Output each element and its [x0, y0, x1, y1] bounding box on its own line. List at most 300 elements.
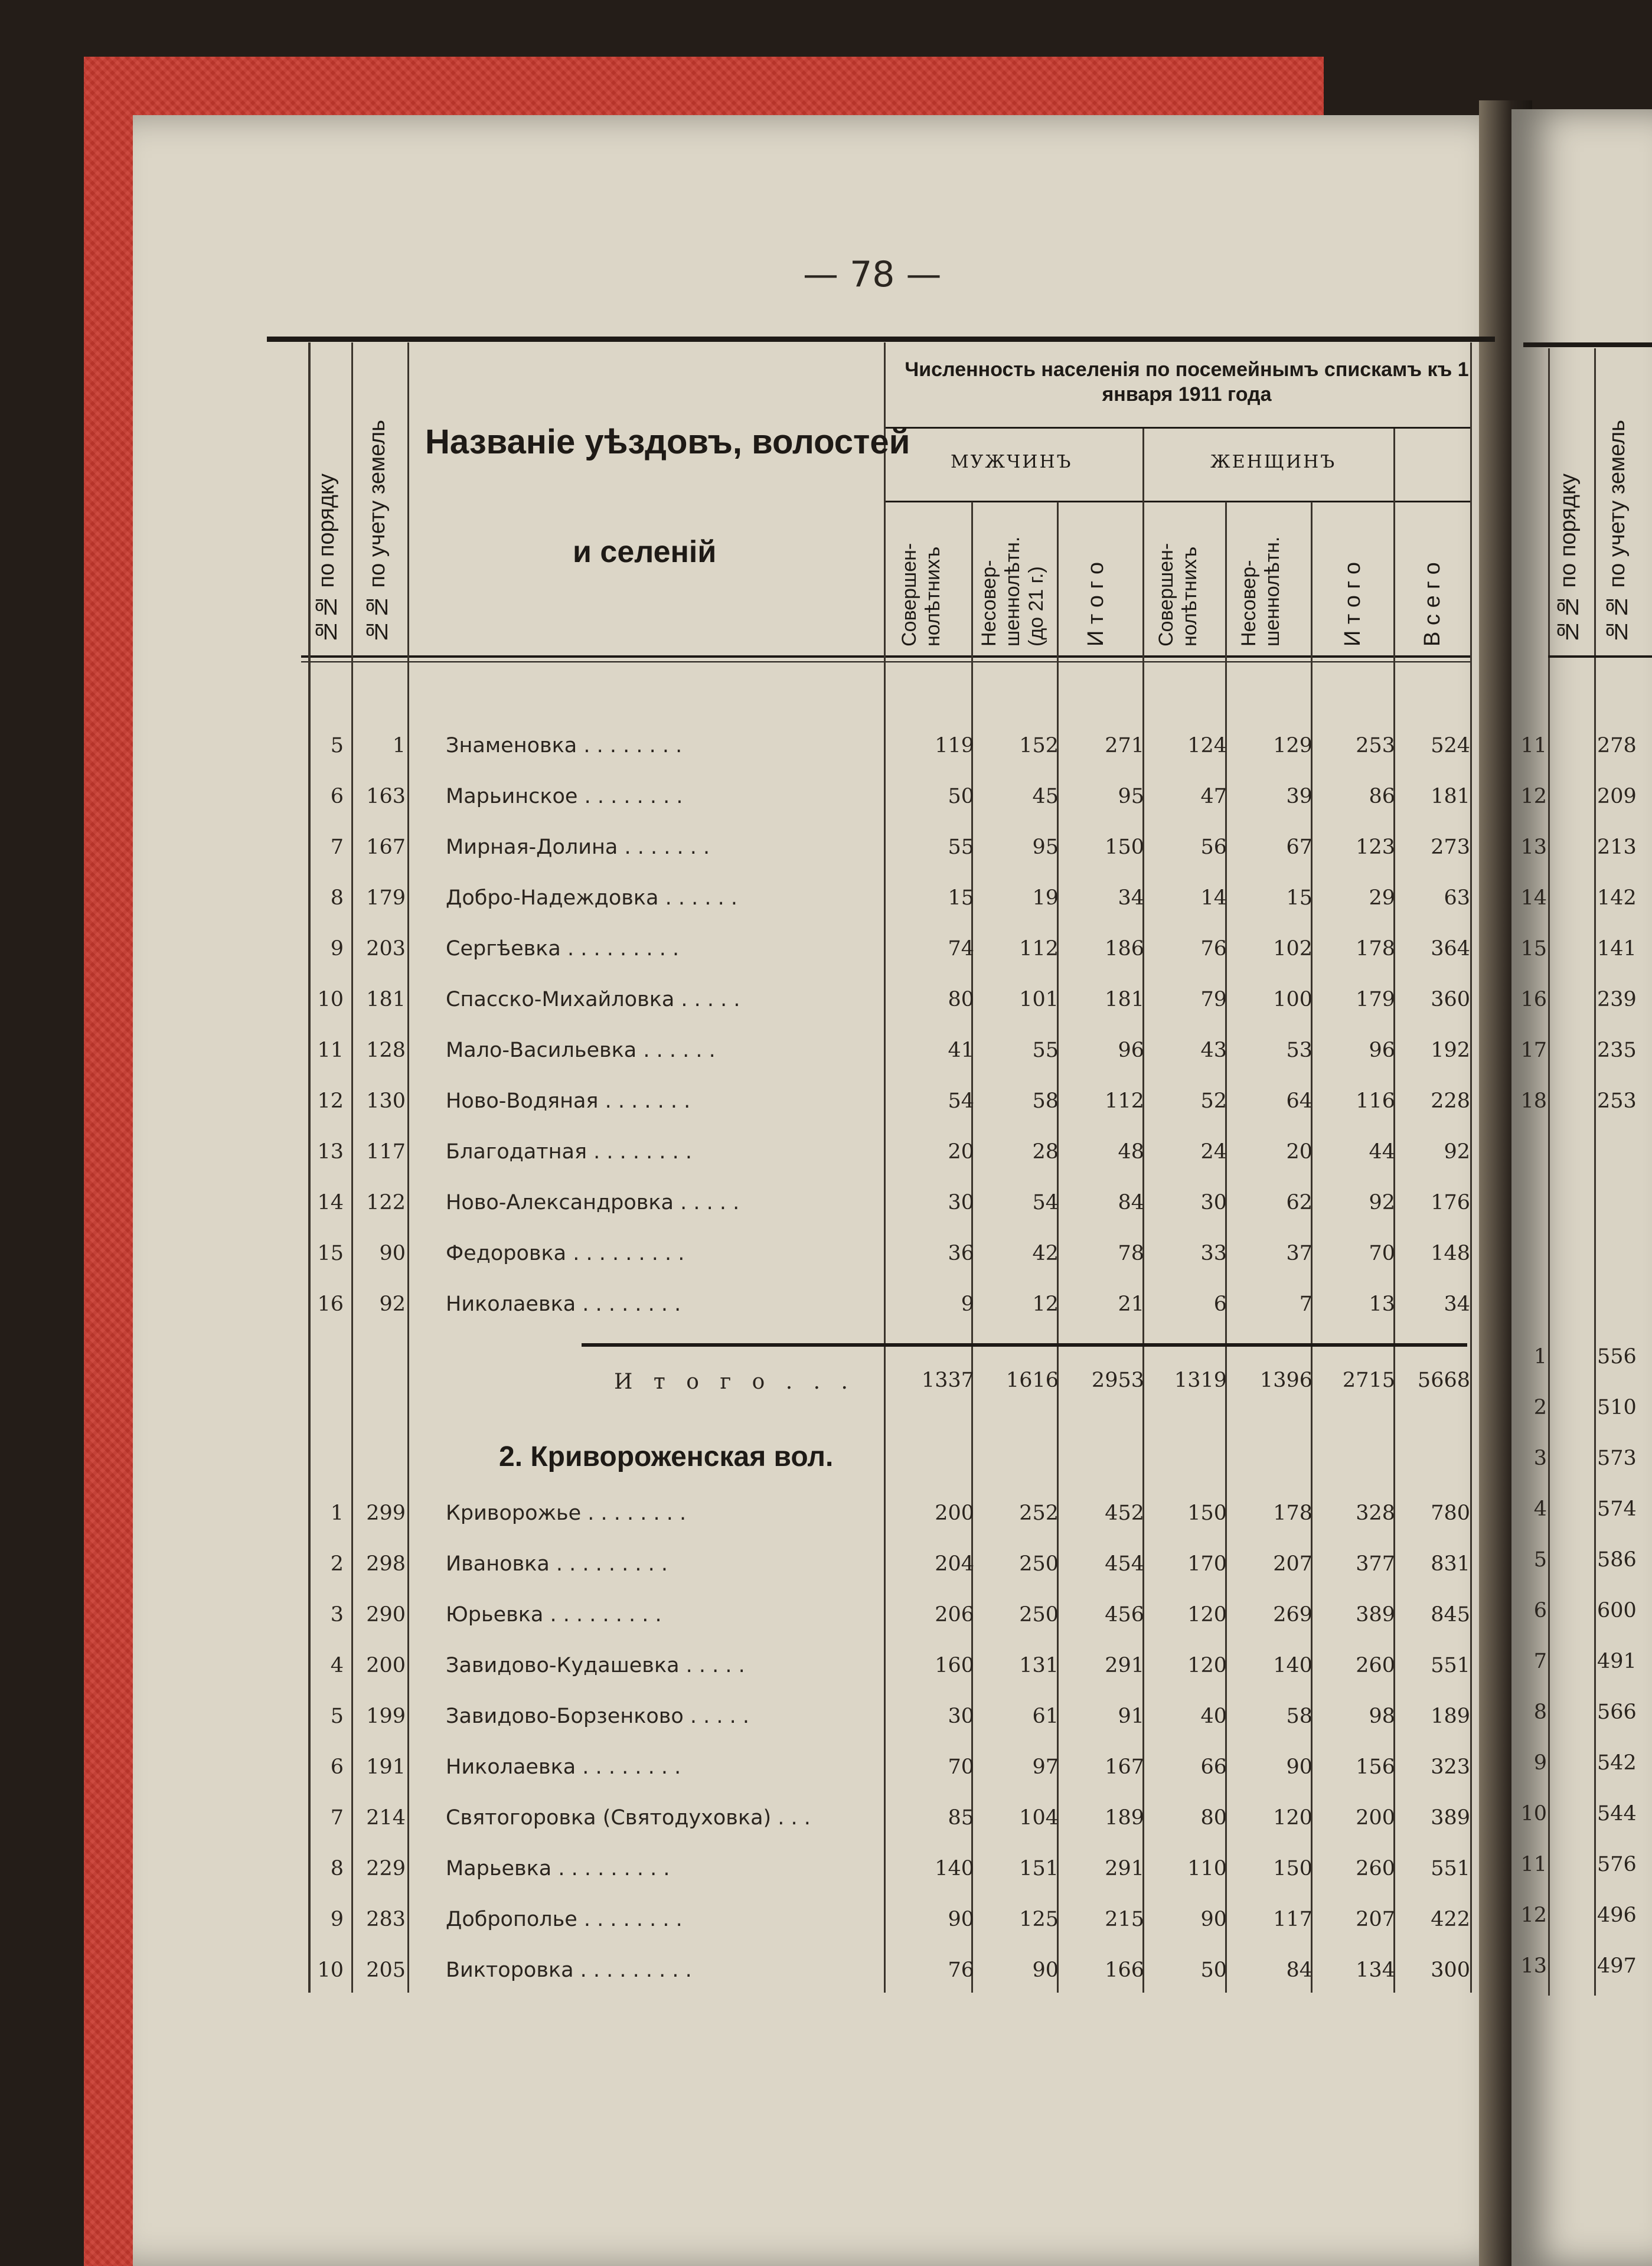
- header-women-adult: Совершен- нолѣтнихъ: [1155, 543, 1201, 647]
- order-number: 3: [330, 1603, 344, 1627]
- land-number: 229: [366, 1857, 406, 1880]
- header-women-total: И т о г о: [1340, 561, 1365, 647]
- women-minor: 39: [1286, 785, 1313, 808]
- men-minor: 55: [1032, 1039, 1059, 1062]
- table-row: [0, 1180, 1652, 1231]
- men-minor: 28: [1032, 1140, 1059, 1164]
- men-minor: 125: [1019, 1908, 1059, 1931]
- right-order-number: 15: [1520, 937, 1547, 961]
- women-total: 13: [1369, 1292, 1395, 1316]
- header-men-total: И т о г о: [1083, 561, 1108, 647]
- women-total: 260: [1356, 1857, 1395, 1880]
- table-title-line2: и селеній: [573, 535, 717, 569]
- men-total: 84: [1118, 1191, 1144, 1214]
- women-total: 207: [1356, 1908, 1395, 1931]
- grand-total: 176: [1431, 1191, 1470, 1214]
- women-total: 98: [1369, 1705, 1395, 1728]
- order-number: 6: [330, 785, 344, 808]
- women-adult: 50: [1200, 1958, 1227, 1982]
- women-adult: 120: [1187, 1654, 1227, 1677]
- right-col-line: [1594, 348, 1596, 1996]
- table-row: [0, 1897, 1652, 1948]
- land-number: 203: [366, 937, 406, 961]
- grand-total: 300: [1431, 1958, 1470, 1982]
- right-land-number: 497: [1597, 1954, 1637, 1978]
- right-land-number: 239: [1597, 988, 1637, 1011]
- women-minor: 100: [1273, 988, 1313, 1011]
- right-land-number: 491: [1597, 1650, 1637, 1673]
- total-grand: 5668: [1417, 1369, 1470, 1392]
- village-name: Николаевка . . . . . . . .: [446, 1292, 681, 1316]
- women-minor: 67: [1286, 835, 1313, 859]
- grand-total: 845: [1431, 1603, 1470, 1627]
- right-order-number: 16: [1520, 988, 1547, 1011]
- land-number: 163: [366, 785, 406, 808]
- grand-total: 551: [1431, 1654, 1470, 1677]
- village-name: Николаевка . . . . . . . .: [446, 1755, 681, 1779]
- men-total: 291: [1105, 1857, 1144, 1880]
- village-name: Ново-Водяная . . . . . . .: [446, 1089, 691, 1113]
- men-total: 181: [1105, 988, 1144, 1011]
- order-number: 6: [330, 1755, 344, 1779]
- women-total: 44: [1369, 1140, 1395, 1164]
- women-minor: 15: [1286, 886, 1313, 910]
- grand-total: 192: [1431, 1039, 1470, 1062]
- grand-total: 422: [1431, 1908, 1470, 1931]
- right-land-number: 253: [1597, 1089, 1637, 1113]
- header-bottom-rule-2: [301, 661, 1470, 662]
- order-number: 9: [330, 1908, 344, 1931]
- order-number: 10: [317, 1958, 344, 1982]
- men-adult: 85: [948, 1806, 974, 1830]
- women-total: 328: [1356, 1501, 1395, 1525]
- men-total: 150: [1105, 835, 1144, 859]
- table-row: [0, 1231, 1652, 1282]
- men-adult: 15: [948, 886, 974, 910]
- land-number: 167: [366, 835, 406, 859]
- women-minor: 37: [1286, 1242, 1313, 1265]
- women-adult: 6: [1213, 1292, 1227, 1316]
- village-name: Знаменовка . . . . . . . .: [446, 734, 683, 757]
- land-number: 199: [366, 1705, 406, 1728]
- right-land-number: 278: [1597, 734, 1637, 757]
- women-minor: 90: [1286, 1755, 1313, 1779]
- order-number: 11: [317, 1039, 344, 1062]
- women-adult: 43: [1200, 1039, 1227, 1062]
- village-name: Мало-Васильевка . . . . . .: [446, 1039, 716, 1062]
- women-adult: 47: [1200, 785, 1227, 808]
- land-number: 90: [379, 1242, 406, 1265]
- men-minor: 19: [1032, 886, 1059, 910]
- women-adult: 56: [1200, 835, 1227, 859]
- group-rule: [884, 427, 1470, 429]
- men-total: 96: [1118, 1039, 1144, 1062]
- right-land-number: 574: [1597, 1497, 1637, 1521]
- women-total: 96: [1369, 1039, 1395, 1062]
- order-number: 9: [330, 937, 344, 961]
- right-land-number: 142: [1597, 886, 1637, 910]
- men-minor: 12: [1032, 1292, 1059, 1316]
- women-adult: 124: [1187, 734, 1227, 757]
- right-land-number: 566: [1597, 1700, 1637, 1724]
- women-minor: 7: [1299, 1292, 1313, 1316]
- men-minor: 151: [1019, 1857, 1059, 1880]
- right-order-number: 5: [1533, 1548, 1547, 1572]
- right-order-number: 10: [1520, 1802, 1547, 1826]
- men-adult: 140: [935, 1857, 974, 1880]
- men-total: 456: [1105, 1603, 1144, 1627]
- land-number: 290: [366, 1603, 406, 1627]
- village-name: Мирная-Долина . . . . . . .: [446, 835, 710, 859]
- land-number: 191: [366, 1755, 406, 1779]
- right-land-number: 544: [1597, 1802, 1637, 1826]
- right-land-number: 209: [1597, 785, 1637, 808]
- women-adult: 80: [1200, 1806, 1227, 1830]
- women-minor: 140: [1273, 1654, 1313, 1677]
- men-minor: 104: [1019, 1806, 1059, 1830]
- order-number: 8: [330, 1857, 344, 1880]
- women-adult: 150: [1187, 1501, 1227, 1525]
- women-minor: 178: [1273, 1501, 1313, 1525]
- land-number: 130: [366, 1089, 406, 1113]
- total-women-minor: 1396: [1259, 1369, 1313, 1392]
- header-bottom-rule: [301, 655, 1470, 658]
- right-land-number: 586: [1597, 1548, 1637, 1572]
- grand-total: 34: [1444, 1292, 1470, 1316]
- women-minor: 269: [1273, 1603, 1313, 1627]
- men-total: 271: [1105, 734, 1144, 757]
- grand-total: 389: [1431, 1806, 1470, 1830]
- right-order-number: 8: [1533, 1700, 1547, 1724]
- total-row: [0, 1358, 1652, 1409]
- right-land-number: 576: [1597, 1853, 1637, 1876]
- village-name: Благодатная . . . . . . . .: [446, 1140, 693, 1164]
- land-number: 200: [366, 1654, 406, 1677]
- men-total: 112: [1105, 1089, 1144, 1113]
- village-name: Доброполье . . . . . . . .: [446, 1908, 683, 1931]
- women-total: 253: [1356, 734, 1395, 757]
- village-name: Викторовка . . . . . . . . .: [446, 1958, 692, 1982]
- grand-total: 831: [1431, 1552, 1470, 1576]
- men-total: 78: [1118, 1242, 1144, 1265]
- village-name: Сергѣевка . . . . . . . . .: [446, 937, 680, 961]
- header-men-adult: Совершен- нолѣтнихъ: [898, 543, 944, 647]
- right-order-number: 1: [1533, 1345, 1547, 1369]
- right-order-number: 9: [1533, 1751, 1547, 1775]
- right-order-number: 3: [1533, 1447, 1547, 1470]
- women-minor: 64: [1286, 1089, 1313, 1113]
- land-number: 298: [366, 1552, 406, 1576]
- women-total: 134: [1356, 1958, 1395, 1982]
- women-minor: 117: [1273, 1908, 1313, 1931]
- men-total: 95: [1118, 785, 1144, 808]
- grand-total: 323: [1431, 1755, 1470, 1779]
- men-total: 452: [1105, 1501, 1144, 1525]
- men-header: МУЖЧИНЪ: [951, 452, 1073, 472]
- section-title: 2. Кривороженская вол.: [499, 1441, 834, 1472]
- population-header: Численность населенія по посемейнымъ спискамъ къ 1 января 1911 года: [905, 358, 1469, 406]
- header-order-number: №№ по порядку: [314, 473, 339, 644]
- women-minor: 129: [1273, 734, 1313, 757]
- women-minor: 62: [1286, 1191, 1313, 1214]
- men-minor: 252: [1019, 1501, 1059, 1525]
- women-adult: 66: [1200, 1755, 1227, 1779]
- order-number: 14: [317, 1191, 344, 1214]
- men-total: 21: [1118, 1292, 1144, 1316]
- land-number: 299: [366, 1501, 406, 1525]
- men-minor: 250: [1019, 1552, 1059, 1576]
- women-total: 156: [1356, 1755, 1395, 1779]
- table-row: [0, 1694, 1652, 1745]
- women-total: 123: [1356, 835, 1395, 859]
- women-total: 200: [1356, 1806, 1395, 1830]
- men-adult: 36: [948, 1242, 974, 1265]
- women-minor: 120: [1273, 1806, 1313, 1830]
- table-row: [0, 723, 1652, 774]
- table-row: [0, 774, 1652, 825]
- women-adult: 14: [1200, 886, 1227, 910]
- grand-total: 364: [1431, 937, 1470, 961]
- women-total: 178: [1356, 937, 1395, 961]
- men-minor: 54: [1032, 1191, 1059, 1214]
- village-name: Святогоровка (Святодуховка) . . .: [446, 1806, 811, 1830]
- women-adult: 24: [1200, 1140, 1227, 1164]
- men-minor: 61: [1032, 1705, 1059, 1728]
- right-land-number: 496: [1597, 1903, 1637, 1927]
- right-order-number: 7: [1533, 1650, 1547, 1673]
- land-number: 181: [366, 988, 406, 1011]
- table-title: Названіе уѣздовъ, волостей: [425, 423, 910, 461]
- total-men-adult: 1337: [921, 1369, 974, 1392]
- men-adult: 70: [948, 1755, 974, 1779]
- men-minor: 101: [1019, 988, 1059, 1011]
- village-name: Завидово-Борзенково . . . . .: [446, 1705, 750, 1728]
- men-minor: 131: [1019, 1654, 1059, 1677]
- men-total: 186: [1105, 937, 1144, 961]
- table-row: [0, 1846, 1652, 1897]
- right-order-number: 4: [1533, 1497, 1547, 1521]
- men-total: 34: [1118, 886, 1144, 910]
- men-minor: 250: [1019, 1603, 1059, 1627]
- women-minor: 58: [1286, 1705, 1313, 1728]
- women-adult: 52: [1200, 1089, 1227, 1113]
- men-adult: 160: [935, 1654, 974, 1677]
- right-land-number: 573: [1597, 1447, 1637, 1470]
- table-row: [0, 926, 1652, 977]
- right-order-number: 13: [1520, 1954, 1547, 1978]
- order-number: 16: [317, 1292, 344, 1316]
- right-order-number: 17: [1520, 1039, 1547, 1062]
- table-top-rule: [267, 337, 1495, 342]
- women-minor: 53: [1286, 1039, 1313, 1062]
- order-number: 5: [330, 734, 344, 757]
- right-header-land: №№ по учету земель: [1605, 420, 1630, 644]
- table-row: [0, 825, 1652, 876]
- women-total: 70: [1369, 1242, 1395, 1265]
- women-adult: 170: [1187, 1552, 1227, 1576]
- order-number: 10: [317, 988, 344, 1011]
- table-row: [0, 1491, 1652, 1542]
- men-adult: 200: [935, 1501, 974, 1525]
- men-adult: 76: [948, 1958, 974, 1982]
- village-name: Криворожье . . . . . . . .: [446, 1501, 687, 1525]
- men-total: 189: [1105, 1806, 1144, 1830]
- grand-total: 551: [1431, 1857, 1470, 1880]
- men-adult: 119: [935, 734, 974, 757]
- order-number: 15: [317, 1242, 344, 1265]
- table-row: [0, 1282, 1652, 1333]
- men-adult: 30: [948, 1705, 974, 1728]
- table-row: [0, 977, 1652, 1028]
- men-total: 166: [1105, 1958, 1144, 1982]
- village-name: Ново-Александровка . . . . .: [446, 1191, 740, 1214]
- grand-total: 360: [1431, 988, 1470, 1011]
- men-total: 291: [1105, 1654, 1144, 1677]
- land-number: 283: [366, 1908, 406, 1931]
- women-total: 29: [1369, 886, 1395, 910]
- land-number: 128: [366, 1039, 406, 1062]
- women-adult: 30: [1200, 1191, 1227, 1214]
- total-men-minor: 1616: [1005, 1369, 1059, 1392]
- grand-total: 228: [1431, 1089, 1470, 1113]
- right-order-number: 12: [1520, 785, 1547, 808]
- village-name: Федоровка . . . . . . . . .: [446, 1242, 685, 1265]
- women-adult: 40: [1200, 1705, 1227, 1728]
- right-land-number: 235: [1597, 1039, 1637, 1062]
- header-land-number: №№ по учету земель: [365, 420, 390, 644]
- women-adult: 110: [1187, 1857, 1227, 1880]
- grand-total: 181: [1431, 785, 1470, 808]
- page-number: — 78 —: [803, 254, 942, 295]
- village-name: Добро-Надеждовка . . . . . .: [446, 886, 737, 910]
- women-total: 179: [1356, 988, 1395, 1011]
- women-adult: 76: [1200, 937, 1227, 961]
- table-row: [0, 876, 1652, 926]
- women-adult: 79: [1200, 988, 1227, 1011]
- table-row: [0, 1129, 1652, 1180]
- header-women-minor: Несовер- шеннолѣтн.: [1238, 536, 1284, 647]
- order-number: 7: [330, 1806, 344, 1830]
- grand-total: 92: [1444, 1140, 1470, 1164]
- women-header: ЖЕНЩИНЪ: [1210, 452, 1337, 472]
- men-minor: 58: [1032, 1089, 1059, 1113]
- grand-total: 273: [1431, 835, 1470, 859]
- men-minor: 45: [1032, 785, 1059, 808]
- order-number: 2: [330, 1552, 344, 1576]
- right-land-number: 141: [1597, 937, 1637, 961]
- land-number: 117: [366, 1140, 406, 1164]
- men-adult: 20: [948, 1140, 974, 1164]
- right-land-number: 556: [1597, 1345, 1637, 1369]
- right-header-order: №№ по порядку: [1556, 473, 1581, 644]
- right-order-number: 13: [1520, 835, 1547, 859]
- women-minor: 150: [1273, 1857, 1313, 1880]
- men-adult: 204: [935, 1552, 974, 1576]
- total-men-total: 2953: [1091, 1369, 1144, 1392]
- right-order-number: 12: [1520, 1903, 1547, 1927]
- land-number: 205: [366, 1958, 406, 1982]
- right-order-number: 6: [1533, 1599, 1547, 1622]
- right-order-number: 11: [1520, 734, 1547, 757]
- village-name: Юрьевка . . . . . . . . .: [446, 1603, 662, 1627]
- order-number: 1: [330, 1501, 344, 1525]
- right-order-number: 18: [1520, 1089, 1547, 1113]
- men-total: 215: [1105, 1908, 1144, 1931]
- right-col-line: [1548, 348, 1550, 1996]
- women-adult: 90: [1200, 1908, 1227, 1931]
- men-total: 48: [1118, 1140, 1144, 1164]
- table-row: [0, 1643, 1652, 1694]
- women-adult: 33: [1200, 1242, 1227, 1265]
- grand-total: 189: [1431, 1705, 1470, 1728]
- men-adult: 50: [948, 785, 974, 808]
- women-total: 86: [1369, 785, 1395, 808]
- order-number: 7: [330, 835, 344, 859]
- women-minor: 84: [1286, 1958, 1313, 1982]
- grand-total: 148: [1431, 1242, 1470, 1265]
- grand-total: 524: [1431, 734, 1470, 757]
- right-land-number: 542: [1597, 1751, 1637, 1775]
- men-adult: 74: [948, 937, 974, 961]
- women-total: 260: [1356, 1654, 1395, 1677]
- women-minor: 102: [1273, 937, 1313, 961]
- total-label: И т о г о . . .: [614, 1370, 855, 1394]
- men-adult: 41: [948, 1039, 974, 1062]
- order-number: 8: [330, 886, 344, 910]
- right-page-top-rule: [1523, 342, 1652, 347]
- men-minor: 112: [1019, 937, 1059, 961]
- land-number: 179: [366, 886, 406, 910]
- men-adult: 80: [948, 988, 974, 1011]
- village-name: Спасско-Михайловка . . . . .: [446, 988, 740, 1011]
- women-total: 377: [1356, 1552, 1395, 1576]
- land-number: 92: [379, 1292, 406, 1316]
- men-adult: 54: [948, 1089, 974, 1113]
- total-women-total: 2715: [1342, 1369, 1395, 1392]
- village-name: Марьинское . . . . . . . .: [446, 785, 683, 808]
- table-row: [0, 1745, 1652, 1795]
- women-adult: 120: [1187, 1603, 1227, 1627]
- right-header-bottom: [1548, 655, 1652, 658]
- right-land-number: 600: [1597, 1599, 1637, 1622]
- land-number: 122: [366, 1191, 406, 1214]
- men-minor: 90: [1032, 1958, 1059, 1982]
- men-minor: 152: [1019, 734, 1059, 757]
- men-adult: 90: [948, 1908, 974, 1931]
- men-total: 454: [1105, 1552, 1144, 1576]
- village-name: Марьевка . . . . . . . . .: [446, 1857, 670, 1880]
- women-total: 389: [1356, 1603, 1395, 1627]
- village-name: Завидово-Кудашевка . . . . .: [446, 1654, 745, 1677]
- men-total: 91: [1118, 1705, 1144, 1728]
- women-total: 116: [1356, 1089, 1395, 1113]
- right-order-number: 2: [1533, 1396, 1547, 1419]
- total-rule: [582, 1343, 1467, 1347]
- men-minor: 97: [1032, 1755, 1059, 1779]
- grand-total: 780: [1431, 1501, 1470, 1525]
- right-land-number: 510: [1597, 1396, 1637, 1419]
- grand-total: 63: [1444, 886, 1470, 910]
- land-number: 214: [366, 1806, 406, 1830]
- table-row: [0, 1592, 1652, 1643]
- table-row: [0, 1079, 1652, 1129]
- men-adult: 9: [961, 1292, 974, 1316]
- right-land-number: 213: [1597, 835, 1637, 859]
- women-total: 92: [1369, 1191, 1395, 1214]
- order-number: 5: [330, 1705, 344, 1728]
- total-women-adult: 1319: [1174, 1369, 1227, 1392]
- women-minor: 207: [1273, 1552, 1313, 1576]
